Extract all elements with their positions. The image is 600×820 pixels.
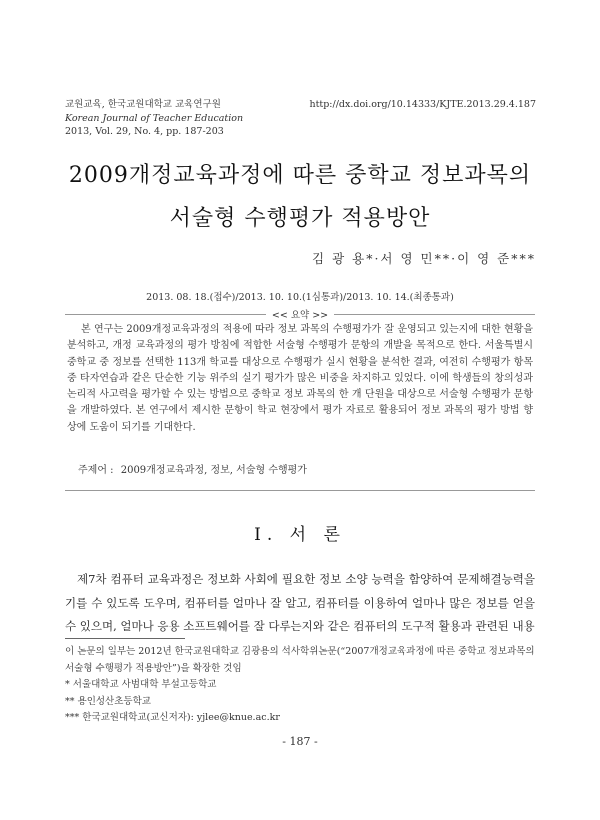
journal-name-english: Korean Journal of Teacher Education bbox=[65, 112, 244, 124]
journal-name-korean: 교원교육, 한국교원대학교 교육연구원 bbox=[65, 99, 221, 110]
footnote-item: ** 용인성산초등학교 bbox=[65, 695, 151, 707]
footnote-item: *** 한국교원대학교(교신저자): yjlee@knue.ac.kr bbox=[65, 712, 280, 723]
journal-volume: 2013, Vol. 29, No. 4, pp. 187-203 bbox=[65, 126, 224, 137]
section-heading: I. 서 론 bbox=[254, 525, 346, 545]
abstract bbox=[67, 322, 533, 436]
body-paragraph: 제7차 컴퓨터 교육과정은 정보화 사회에 필요한 정보 소양 능력을 함양하여 문제해결능력을 기를 수 있도록 도우며, 컴퓨터를 얼마나 잘 알고, 컴퓨터를 이용하여 얼마나 많은 정보를 얻을 수 있으며, 얼마나 응용 소프트웨어를 잘 다루는지와 같은 컴퓨터의 도구적 활용과 관련된 내용 bbox=[65, 572, 535, 633]
footnote-rule bbox=[65, 638, 185, 639]
keywords-text: 2009개정교육과정, 정보, 서술형 수행평가 bbox=[120, 465, 307, 476]
abstract-end-rule bbox=[65, 490, 535, 491]
submission-dates: 2013. 08. 18.(접수)/2013. 10. 10.(1심통과)/2013. 10. 14.(최종통과) bbox=[146, 292, 454, 303]
footnote-item: * 서울대학교 사범대학 부설고등학교 bbox=[65, 679, 217, 690]
footnote-item: 이 논문의 일부는 2012년 한국교원대학교 김광용의 석사학위논문(“2007개정교육과정에 따른 중학교 정보과목의 서술형 수행평가 적용방안”)을 확장한 것임 bbox=[65, 646, 535, 674]
page-number: - 187 - bbox=[282, 735, 318, 748]
keywords bbox=[78, 461, 307, 476]
doi-link[interactable]: http://dx.doi.org/10.14333/KJTE.2013.29.4.187 bbox=[309, 99, 536, 110]
body-text bbox=[65, 568, 535, 639]
abstract-label: << 요약 >> bbox=[0, 307, 600, 321]
footnotes bbox=[65, 644, 537, 727]
keywords-label: 주제어 : bbox=[78, 465, 114, 476]
abstract-text: 본 연구는 2009개정교육과정의 적용에 따라 정보 과목의 수행평가가 잘 운영되고 있는지에 대한 현황을 분석하고, 개정 교육과정의 평가 방침에 적합한 서술형 수행평가 문항의 개발을 목적으로 한다. 서울특별시 중학교 중 정보를 선택한 113개 학교를 대상으로 수행평가 실시 현황을 분석한 결과, 여전히 수행평가 항목 중 타자연습과 같은 단순한 기능 위주의 실기 평가가 많은 비중을 차지하고 있었다. 이에 학생들의 창의성과 논리적 사고력을 평가할 수 있는 방법으로 중학교 정보 과목의 한 개 단원을 대상으로 서술형 수행평가 문항을 개발하였다. 본 연구에서 제시한 문항이 학교 현장에서 평가 자료로 활용되어 정보 과목의 평가 방법 향상에 도움이 되기를 기대한다. bbox=[67, 324, 533, 433]
journal-header bbox=[65, 98, 243, 139]
authors: 김 광 용*·서 영 민**·이 영 준*** bbox=[312, 251, 536, 266]
paper-title-line2: 서술형 수행평가 적용방안 bbox=[169, 206, 431, 231]
paper-title-line1: 2009개정교육과정에 따른 중학교 정보과목의 bbox=[68, 163, 532, 188]
